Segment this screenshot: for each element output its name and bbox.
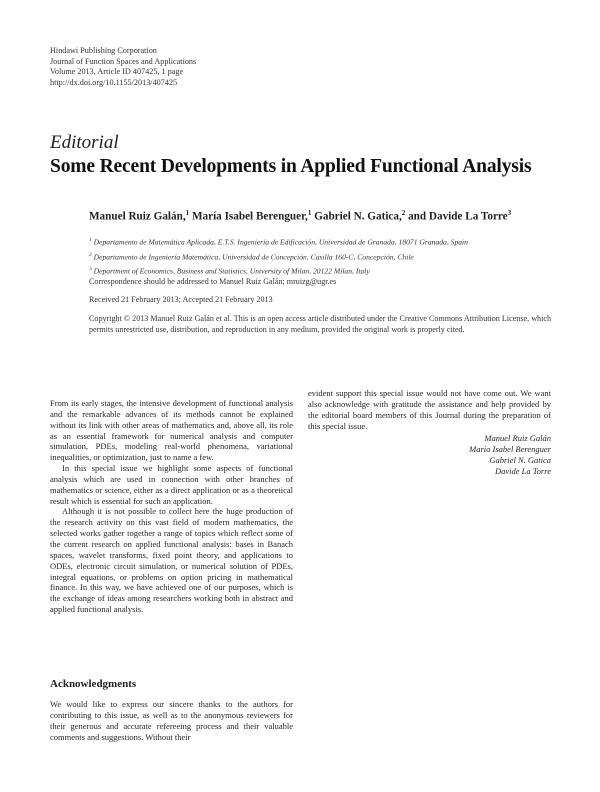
affiliations xyxy=(89,234,468,278)
signature: Davide La Torre xyxy=(494,466,551,477)
article-title: Some Recent Developments in Applied Functional Analysis xyxy=(50,156,532,177)
author-name: Gabriel N. Gatica, xyxy=(311,210,402,223)
volume-line: Volume 2013, Article ID 407425, 1 page xyxy=(50,67,184,77)
journal-line: Journal of Function Spaces and Applications xyxy=(50,56,197,66)
affiliation xyxy=(89,263,468,278)
body-paragraph: From its early stages, the intensive development of functional analysis and the remarkable advances of its methods cannot be explained without its link with other areas of mathematics and, above all, its role as an essential framework for numerical analysis and computer simulation, PDEs, modeling real-world phenomena, variational inequalities, or optimization, just to name a few. xyxy=(50,398,293,463)
acknowledgments-heading: Acknowledgments xyxy=(50,678,137,690)
doi-link[interactable]: http://dx.doi.org/10.1155/2013/407425 xyxy=(50,77,178,87)
author-name: María Isabel Berenguer, xyxy=(189,210,308,223)
body-left-column xyxy=(50,398,293,615)
affiliation-sup: 2 xyxy=(89,251,92,258)
author-sup: 1 xyxy=(307,209,312,217)
affiliation-text: Departamento de Matemática Aplicada, E.T.S. Ingeniería de Edificación, Universidad de Granada, 18071 Granada, Spain xyxy=(91,237,468,247)
journal-header xyxy=(50,46,196,88)
signature: Manuel Ruiz Galán xyxy=(484,433,551,444)
affiliation-text: Department of Economics, Business and Statistics, University of Milan, 20122 Milan, Italy xyxy=(91,266,370,276)
author-list xyxy=(89,209,511,223)
body-right-column xyxy=(308,388,551,477)
copyright-notice: Copyright © 2013 Manuel Ruiz Galán et al. This is an open access article distributed under the Creative Commons Attribution License, which permits unrestricted use, distribution, and reproduction in any medium, provided the original work is properly cited. xyxy=(89,314,551,334)
author-name: Manuel Ruiz Galán, xyxy=(89,210,186,223)
publisher-line: Hindawi Publishing Corporation xyxy=(50,46,157,55)
author-name: and Davide La Torre xyxy=(405,210,508,223)
affiliation-sup: 3 xyxy=(89,266,92,273)
affiliation-text: Departamento de Ingeniería Matemática, Universidad de Concepción, Casilla 160-C, Concepción, Chile xyxy=(91,252,414,262)
signature-block xyxy=(308,433,551,477)
received-dates: Received 21 February 2013; Accepted 21 February 2013 xyxy=(89,295,273,304)
author-sup: 2 xyxy=(401,209,406,217)
acknowledgments-text: We would like to express our sincere thanks to the authors for contributing to this issue, as well as to the anonymous reviewers for their generous and accurate refereeing process and their valuable comments and suggestions. Without their xyxy=(50,699,293,742)
affiliation-sup: 1 xyxy=(89,237,92,243)
author-sup: 3 xyxy=(507,209,512,217)
body-paragraph: In this special issue we highlight some aspects of functional analysis which are used in connection with other branches of mathematics or science, either as a direct application or as a theoretical result which is essential for such an application. xyxy=(50,463,293,506)
affiliation xyxy=(89,234,468,249)
body-paragraph: evident support this special issue would not have come out. We want also acknowledge with gratitude the assistance and help provided by the editorial board members of this Journal during the preparation of this special issue. xyxy=(308,388,551,431)
section-label: Editorial xyxy=(50,132,119,153)
author-sup: 1 xyxy=(185,209,190,217)
correspondence: Correspondence should be addressed to Manuel Ruiz Galán; mruizg@ugr.es xyxy=(89,277,337,286)
signature: Gabriel N. Gatica xyxy=(489,455,551,466)
body-paragraph: Although it is not possible to collect here the huge production of the research activity on this vast field of modern mathematics, the selected works gather together a range of topics which reflect some of the current research on applied functional analysis: bases in Banach spaces, wavelet transforms, fixed point theory, and applications to ODEs, electronic circuit simulation, or numerical solution of PDEs, integral equations, or problems on option pricing in mathematical finance. In this way, we have achieved one of our purposes, which is the exchange of ideas among researchers working both in abstract and applied functional analysis. xyxy=(50,506,293,615)
affiliation xyxy=(89,249,468,264)
signature: María Isabel Berenguer xyxy=(469,444,551,455)
